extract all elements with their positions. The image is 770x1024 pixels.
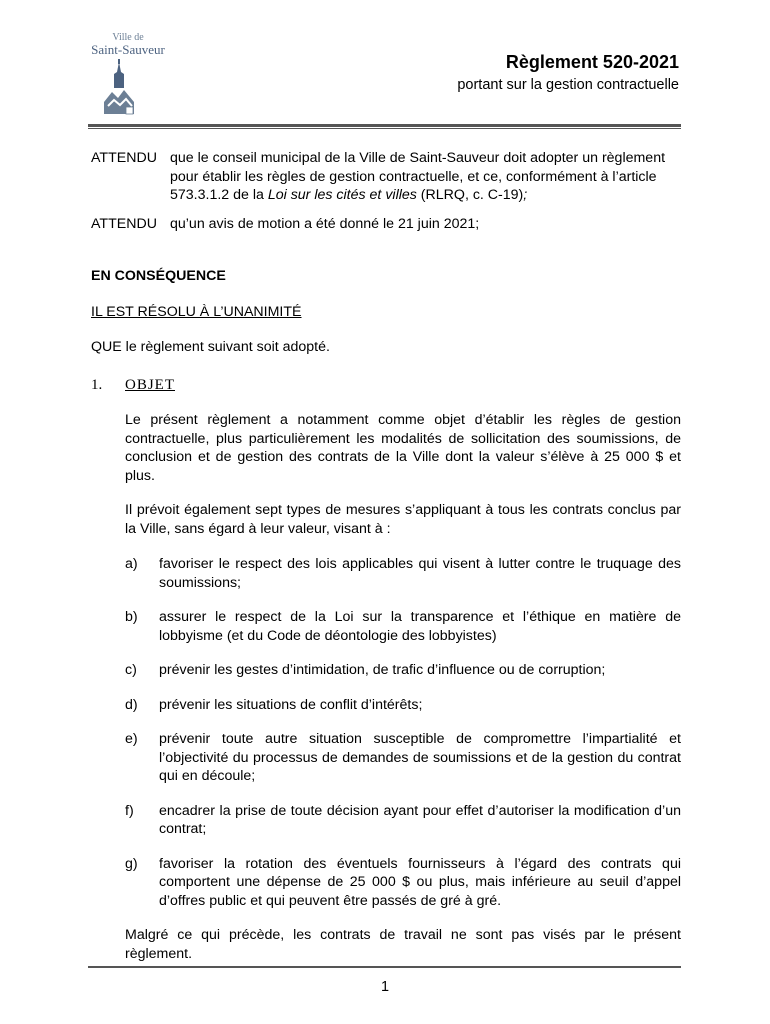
- list-item-text: encadrer la prise de toute décision ayant pour effet d’autoriser la modification d’un contrat;: [159, 802, 681, 837]
- document-header: [457, 51, 679, 94]
- list-item-label: g): [125, 855, 138, 872]
- attendu-keyword: ATTENDU: [91, 150, 157, 166]
- attendu-1: [91, 149, 681, 205]
- que-statement: QUE le règlement suivant soit adopté.: [91, 339, 330, 355]
- list-item-label: b): [125, 609, 138, 625]
- list-item: [125, 555, 681, 592]
- page-number: 1: [380, 979, 390, 995]
- footer-rule: [88, 966, 681, 968]
- list-item-text: prévenir toute autre situation susceptible de compromettre l’impartialité et l’objectivité du processus de demandes de soumissions et de la gestion du contrat qui en découle;: [159, 731, 681, 784]
- attendu-text: [170, 149, 681, 205]
- consequence-heading: EN CONSÉQUENCE: [91, 268, 226, 284]
- article-body: [125, 411, 681, 963]
- list-item-text: prévenir les situations de conflit d’intérêts;: [159, 696, 423, 713]
- document-subtitle: portant sur la gestion contractuelle: [457, 77, 679, 93]
- list-item-label: c): [125, 662, 137, 678]
- list-item: [125, 802, 681, 839]
- list-item-text: assurer le respect de la Loi sur la transparence et l’éthique en matière de lobbyisme (et du Code de déontologie des lobbyistes): [159, 609, 681, 644]
- list-item-text: favoriser le respect des lois applicables qui visent à lutter contre le truquage des soumissions;: [159, 556, 681, 591]
- list-item-label: d): [125, 696, 138, 713]
- attendu-text-part: (RLRQ, c. C-19): [416, 187, 524, 203]
- article-paragraph: Il prévoit également sept types de mesures s’appliquant à tous les contrats conclus par la Ville, sans égard à leur valeur, visant à :: [125, 502, 681, 537]
- list-item-label: e): [125, 731, 138, 747]
- attendu-text: qu’un avis de motion a été donné le 21 juin 2021;: [170, 215, 480, 232]
- resolu-heading: IL EST RÉSOLU À L’UNANIMITÉ: [91, 303, 302, 320]
- logo-line2: Saint-Sauveur: [91, 42, 165, 57]
- church-emblem-icon: [102, 58, 136, 116]
- article-paragraph: Malgré ce qui précède, les contrats de travail ne sont pas visés par le présent règlement.: [125, 927, 681, 962]
- list-item-label: a): [125, 556, 138, 572]
- article-paragraph: Le présent règlement a notamment comme objet d’établir les règles de gestion contractuelle, plus particulièrement les modalités de sollicitation des soumissions, de conclusion et de gestion des contrats de la Ville dont la valeur s’élève à 25 000 $ et plus.: [125, 412, 681, 484]
- list-item: [125, 730, 681, 786]
- document-title: Règlement 520-2021: [505, 52, 679, 72]
- law-title: Loi sur les cités et villes: [267, 187, 417, 203]
- header-rule: [88, 124, 681, 129]
- logo-line1: Ville de: [112, 32, 144, 43]
- list-item-text: favoriser la rotation des éventuels fournisseurs à l’égard des contrats qui comportent une dépense de 25 000 $ ou plus, mais inférieure au seuil d’appel d’offres public et qui peuvent être passés de gré à gré.: [159, 855, 681, 909]
- article-title: OBJET: [125, 376, 175, 393]
- document-body: [91, 149, 681, 963]
- attendu-keyword: ATTENDU: [91, 215, 157, 232]
- list-item-text: prévenir les gestes d’intimidation, de trafic d’influence ou de corruption;: [159, 662, 606, 678]
- list-item: [125, 661, 681, 680]
- list-item-label: f): [125, 802, 134, 819]
- list-item: [125, 855, 681, 911]
- list-item: [125, 608, 681, 645]
- attendu-text-part: que le conseil municipal de la Ville de Saint-Sauveur doit adopter un règlement pour établir les règles de gestion contractuelle, et ce, conformément à l’article 573.3.1.2 de la: [170, 150, 666, 203]
- attendu-2: [91, 215, 681, 234]
- list-item: [125, 696, 681, 715]
- attendu-text-tail: ;: [523, 187, 528, 203]
- article-number: 1.: [91, 376, 103, 393]
- municipal-logo: [88, 32, 168, 122]
- article-heading: [91, 376, 681, 395]
